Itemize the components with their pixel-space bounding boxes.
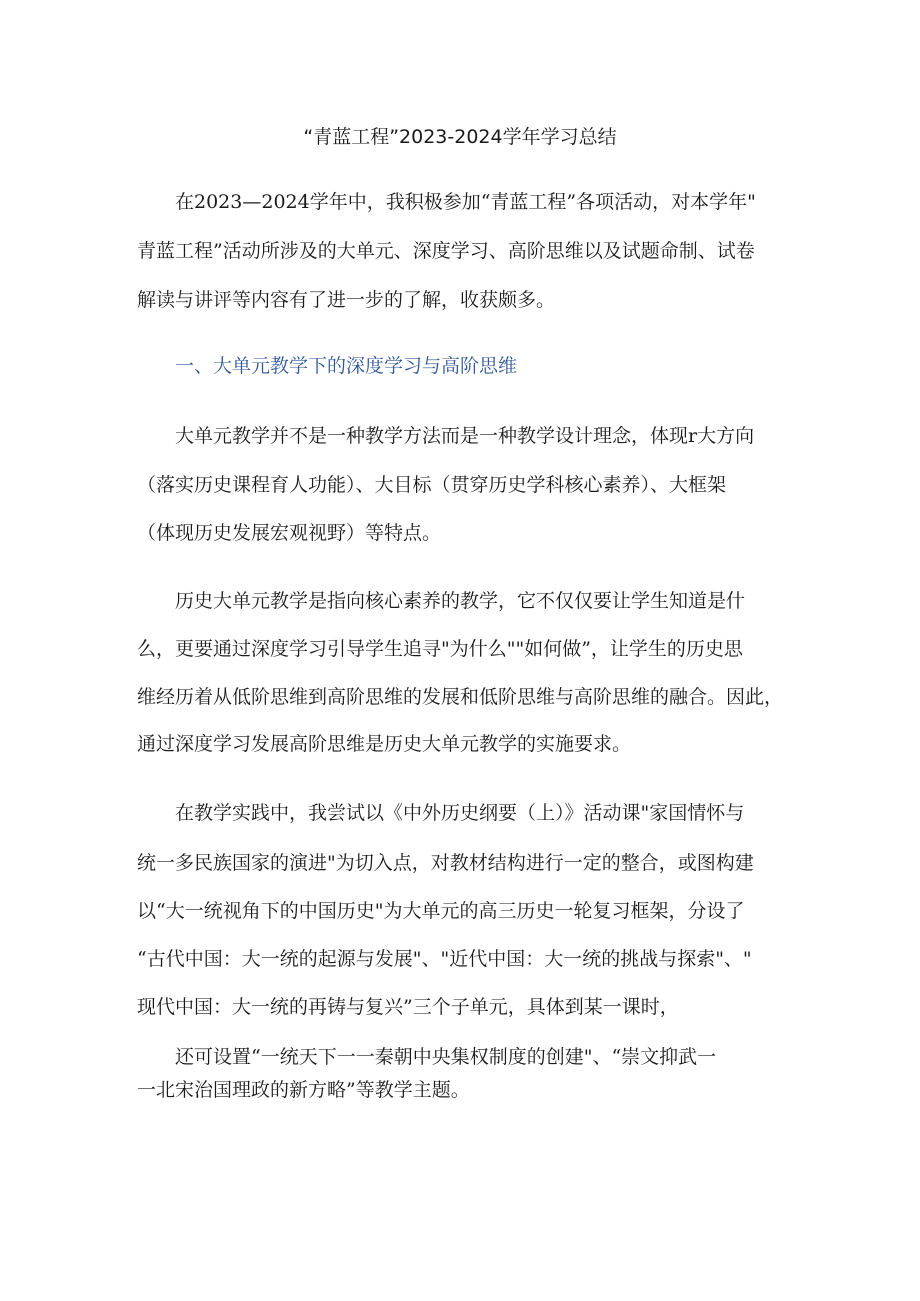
para2-line-4: 通过深度学习发展高阶思维是历史大单元教学的实施要求。 — [137, 733, 632, 755]
para2-line-2: 么，更要通过深度学习引导学生追寻"为什么""如何做”，让学生的历史思 — [137, 638, 743, 660]
para3-line-5: 现代中国：大一统的再铸与复兴”三个子单元，具体到某一课时， — [137, 996, 679, 1018]
para4-line-2: 一北宋治国理政的新方略”等教学主题。 — [137, 1079, 470, 1101]
intro-line-2: 青蓝工程”活动所涉及的大单元、深度学习、高阶思维以及试题命制、试卷 — [137, 240, 755, 262]
section-heading: 一、大单元教学下的深度学习与高阶思维 — [175, 355, 518, 377]
para1-line-2: （落实历史课程育人功能）、大目标（贯穿历史学科核心素养）、大框架 — [137, 474, 727, 496]
para4-line-1: 还可设置“一统天下一一秦朝中央集权制度的创建"、“崇文抑武一 — [175, 1046, 717, 1068]
para1-line-3: （体现历史发展宏观视野）等特点。 — [137, 522, 442, 544]
para3-line-3: 以“大一统视角下的中国历史"为大单元的高三历史一轮复习框架，分设了 — [137, 900, 745, 922]
para2-line-1: 历史大单元教学是指向核心素养的教学，它不仅仅要让学生知道是什 — [175, 590, 746, 612]
intro-line-1: 在2023—2024学年中，我积极参加“青蓝工程”各项活动，对本学年" — [175, 191, 756, 213]
document-title: “青蓝工程”2023-2024学年学习总结 — [303, 126, 617, 148]
para3-line-1: 在教学实践中，我尝试以《中外历史纲要（上）》活动课"家国情怀与 — [175, 802, 745, 824]
intro-line-3: 解读与讲评等内容有了进一步的了解，收获颇多。 — [137, 289, 556, 311]
para1-line-1: 大单元教学并不是一种教学方法而是一种教学设计理念，体现r大方向 — [175, 425, 755, 447]
para3-line-4: “古代中国：大一统的起源与发展"、"近代中国：大一统的挑战与探索"、" — [137, 948, 752, 970]
para2-line-3: 维经历着从低阶思维到高阶思维的发展和低阶思维与高阶思维的融合。因此， — [137, 686, 784, 708]
para3-line-2: 统一多民族国家的演进"为切入点，对教材结构进行一定的整合，或图构建 — [137, 852, 754, 874]
